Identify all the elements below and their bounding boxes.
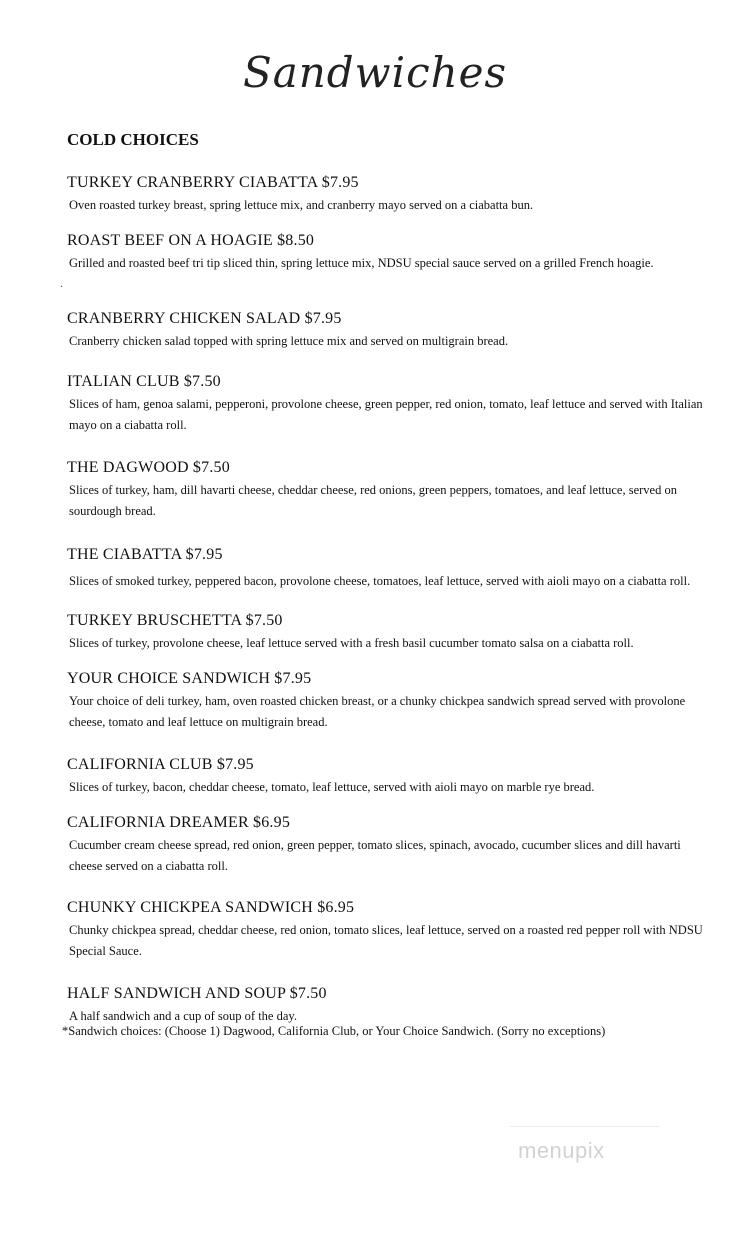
item-description: Slices of ham, genoa salami, pepperoni, provolone cheese, green pepper, red onion, tomato, leaf lettuce and served with Italian mayo on a ciabatta roll.: [69, 397, 703, 432]
item-description: Slices of turkey, provolone cheese, leaf lettuce served with a fresh basil cucumber tomato salsa on a ciabatta roll.: [69, 636, 634, 650]
menu-item: [67, 611, 707, 654]
menu-item: [67, 372, 707, 436]
stray-mark: .: [60, 276, 63, 290]
menu-item: [67, 231, 707, 274]
menu-item: [67, 669, 707, 733]
item-name: THE DAGWOOD $7.50: [67, 459, 230, 476]
item-name: CALIFORNIA CLUB $7.95: [67, 756, 254, 773]
item-description: A half sandwich and a cup of soup of the day.: [69, 1009, 297, 1023]
section-heading: COLD CHOICES: [67, 130, 199, 149]
item-name: TURKEY CRANBERRY CIABATTA $7.95: [67, 174, 359, 191]
item-description: Grilled and roasted beef tri tip sliced thin, spring lettuce mix, NDSU special sauce served on a grilled French hoagie.: [69, 256, 654, 270]
item-name: YOUR CHOICE SANDWICH $7.95: [67, 670, 312, 687]
item-description: Oven roasted turkey breast, spring lettuce mix, and cranberry mayo served on a ciabatta bun.: [69, 198, 534, 212]
menu-item: [67, 813, 707, 877]
menu-item: [67, 755, 707, 798]
item-name: ITALIAN CLUB $7.50: [67, 373, 221, 390]
item-name: ROAST BEEF ON A HOAGIE $8.50: [67, 232, 315, 249]
item-description: Slices of turkey, ham, dill havarti cheese, cheddar cheese, red onions, green peppers, tomatoes, and leaf lettuce, served on sourdough bread.: [69, 483, 677, 518]
item-description: Cranberry chicken salad topped with spring lettuce mix and served on multigrain bread.: [69, 334, 509, 348]
watermark-rule: [510, 1126, 660, 1127]
item-description: Slices of turkey, bacon, cheddar cheese, tomato, leaf lettuce, served with aioli mayo on marble rye bread.: [69, 780, 595, 794]
item-name: CRANBERRY CHICKEN SALAD $7.95: [67, 310, 342, 327]
footnote: *Sandwich choices: (Choose 1) Dagwood, California Club, or Your Choice Sandwich. (Sorry no exceptions): [62, 1024, 606, 1038]
item-description: Slices of smoked turkey, peppered bacon, provolone cheese, tomatoes, leaf lettuce, served with aioli mayo on a ciabatta roll.: [69, 574, 691, 588]
menu-item: [67, 458, 707, 522]
item-name: HALF SANDWICH AND SOUP $7.50: [67, 985, 327, 1002]
menu-item: [67, 309, 707, 352]
page-title: Sandwiches: [242, 48, 508, 97]
item-name: CHUNKY CHICKPEA SANDWICH $6.95: [67, 899, 355, 916]
menu-item: [67, 545, 707, 592]
watermark: menupix: [518, 1138, 605, 1163]
menu-item: [67, 898, 707, 962]
item-name: THE CIABATTA $7.95: [67, 546, 223, 563]
item-description: Chunky chickpea spread, cheddar cheese, red onion, tomato slices, leaf lettuce, served on a roasted red pepper roll with NDSU Special Sauce.: [69, 923, 703, 958]
menu-item: [67, 173, 707, 216]
item-description: Your choice of deli turkey, ham, oven roasted chicken breast, or a chunky chickpea sandwich spread served with provolone cheese, tomato and leaf lettuce on multigrain bread.: [69, 694, 686, 729]
item-name: TURKEY BRUSCHETTA $7.50: [67, 612, 283, 629]
menu-item: [67, 984, 707, 1027]
item-description: Cucumber cream cheese spread, red onion, green pepper, tomato slices, spinach, avocado, cucumber slices and dill havarti cheese served on a ciabatta roll.: [69, 838, 681, 873]
item-name: CALIFORNIA DREAMER $6.95: [67, 814, 291, 831]
